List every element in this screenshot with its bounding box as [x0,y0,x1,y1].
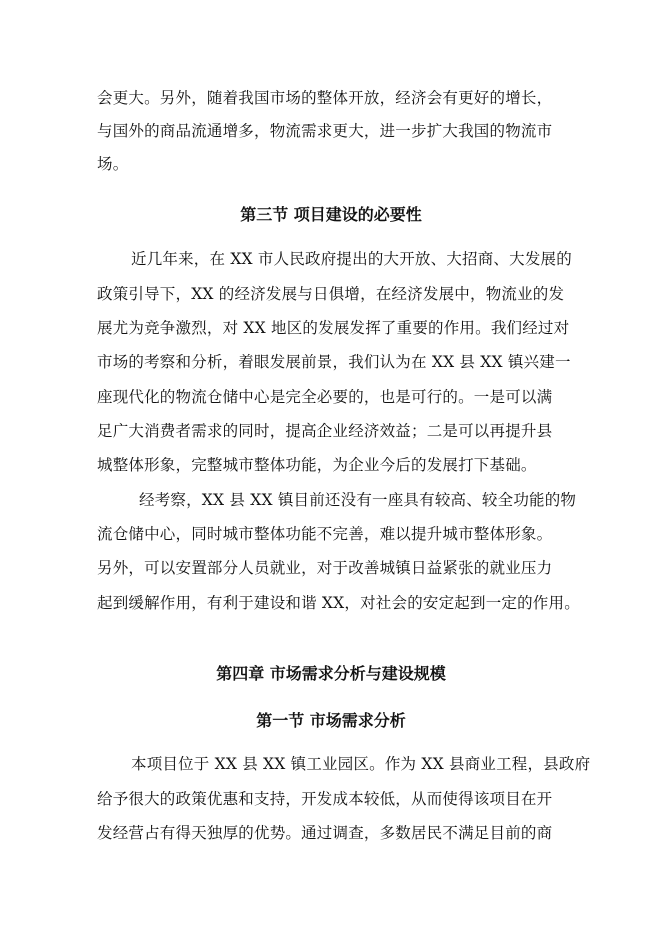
s3-p1-line-7: 城整体形象，完整城市整体功能，为企业今后的发展打下基础。 [97,456,537,474]
s3-p1-line-1: 近几年来，在 XX 市人民政府提出的大开放、大招商、大发展的 [131,250,572,268]
s3-p1-line-5: 座现代化的物流仓储中心是完全必要的，也是可行的。一是可以满 [97,388,553,406]
c4-p1-line-2: 给予很大的政策优惠和支持，开发成本较低，从而使得该项目在开 [97,790,553,808]
chapter4-section1-title: 第一节 市场需求分析 [256,711,406,730]
s3-p2-line-4: 起到缓解作用，有利于建设和谐 XX，对社会的安定起到一定的作用。 [97,594,580,612]
s3-p2-line-1: 经考察，XX 县 XX 镇目前还没有一座具有较高、较全功能的物 [139,491,577,509]
s3-p1-line-4: 市场的考察和分析，着眼发展前景，我们认为在 XX 县 XX 镇兴建一 [97,353,571,371]
intro-line-3: 场。 [97,155,129,173]
chapter4-title: 第四章 市场需求分析与建设规模 [216,664,446,683]
s3-p2-line-2: 流仓储中心，同时城市整体功能不完善，难以提升城市整体形象。 [97,525,553,543]
c4-p1-line-3: 发经营占有得天独厚的优势。通过调查，多数居民不满足目前的商 [97,824,553,842]
intro-line-2: 与国外的商品流通增多，物流需求更大，进一步扩大我国的物流市 [97,122,553,140]
c4-p1-line-1: 本项目位于 XX 县 XX 镇工业园区。作为 XX 县商业工程，县政府 [131,755,591,773]
section3-title: 第三节 项目建设的必要性 [240,205,422,224]
s3-p1-line-2: 政策引导下，XX 的经济发展与日俱增，在经济发展中，物流业的发 [97,285,565,303]
s3-p1-line-6: 足广大消费者需求的同时，提高企业经济效益；二是可以再提升县 [97,422,553,440]
s3-p1-line-3: 展尤为竞争激烈，对 XX 地区的发展发挥了重要的作用。我们经过对 [97,319,570,337]
s3-p2-line-3: 另外，可以安置部分人员就业，对于改善城镇日益紧张的就业压力 [97,559,553,577]
intro-line-1: 会更大。另外，随着我国市场的整体开放，经济会有更好的增长， [97,89,553,107]
